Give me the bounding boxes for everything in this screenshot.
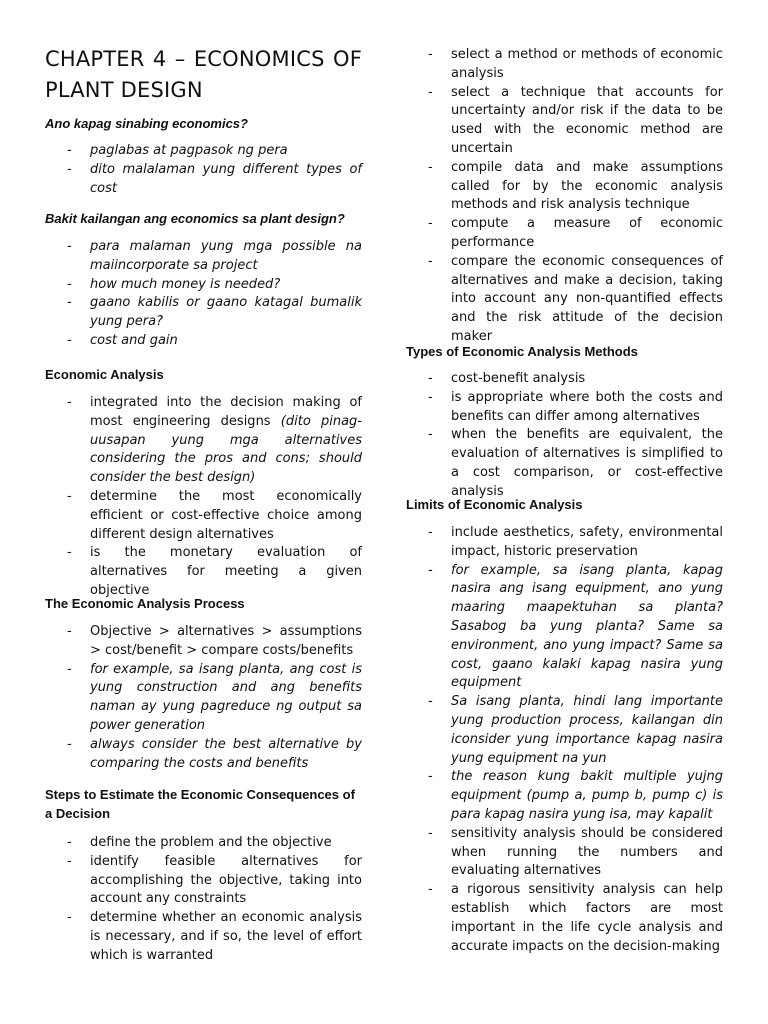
question-heading: Ano kapag sinabing economics? bbox=[45, 116, 248, 131]
list-item: - compile data and make assumptions called for by the economic analysis methods and risk analysis technique bbox=[406, 159, 723, 215]
section-heading: Limits of Economic Analysis bbox=[406, 497, 583, 512]
list-item: - is the monetary evaluation of alternatives for meeting a given objective bbox=[45, 544, 362, 600]
question-heading: Bakit kailangan ang economics sa plant design? bbox=[45, 211, 345, 226]
list-item: - include aesthetics, safety, environmental impact, historic preservation bbox=[406, 524, 723, 562]
section-analysis-process bbox=[45, 594, 362, 773]
section-heading: Steps to Estimate the Economic Consequences of a Decision bbox=[45, 787, 355, 821]
title-word: 4 bbox=[152, 47, 167, 71]
list-item: - determine whether an economic analysis is necessary, and if so, the level of effort which is warranted bbox=[45, 909, 362, 965]
section-economic-analysis bbox=[45, 365, 362, 601]
section-heading: The Economic Analysis Process bbox=[45, 596, 245, 611]
item-note: (dito pinag-uusapan yung mga alternatives considering the pros and cons; should consider the best design) bbox=[90, 413, 362, 486]
list-item: - always consider the best alternative by comparing the costs and benefits bbox=[45, 736, 362, 774]
section-steps bbox=[45, 785, 362, 966]
list-item: - determine the most economically efficient or cost-effective choice among different design alternatives bbox=[45, 488, 362, 544]
list-item: - the reason kung bakit multiple yujng equipment (pump a, pump b, pump c) is para kapag nasira yung isa, may kapalit bbox=[406, 768, 723, 824]
list-item: - Objective > alternatives > assumptions > cost/benefit > compare costs/benefits bbox=[45, 623, 362, 661]
list-item: - para malaman yung mga possible na maiincorporate sa project bbox=[45, 238, 362, 276]
list-item: - is appropriate where both the costs and benefits can differ among alternatives bbox=[406, 389, 723, 427]
bullet-list bbox=[406, 370, 723, 502]
section-steps-continued bbox=[406, 46, 723, 347]
list-item: - for example, sa isang planta, kapag nasira ang isang equipment, ano yung maaring maapektuhan sa planta? Sasabog ba yung planta? Same sa environment, ano yung impact? Same sa cost, gaano kalaki kapag nasira yung equipment bbox=[406, 562, 723, 694]
title-word: – bbox=[174, 47, 186, 71]
list-item: - for example, sa isang planta, ang cost is yung construction and ang benefits naman ay yung pagreduce ng output sa power generation bbox=[45, 661, 362, 736]
list-item: - dito malalaman yung different types of cost bbox=[45, 161, 362, 199]
list-item: - gaano kabilis or gaano katagal bumalik yung pera? bbox=[45, 294, 362, 332]
section-heading: Types of Economic Analysis Methods bbox=[406, 344, 638, 359]
list-item: - select a technique that accounts for uncertainty and/or risk if the data to be used with the economic method are uncertain bbox=[406, 84, 723, 159]
title-word: ECONOMICS bbox=[193, 47, 325, 71]
list-item: - cost and gain bbox=[45, 332, 362, 351]
list-item: - define the problem and the objective bbox=[45, 834, 362, 853]
section-limits bbox=[406, 495, 723, 956]
bullet-list bbox=[45, 238, 362, 351]
list-item: - compare the economic consequences of alternatives and make a decision, taking into account any non-quantified effects and the risk attitude of the decision maker bbox=[406, 253, 723, 347]
title-word: CHAPTER bbox=[45, 47, 145, 71]
chapter-title bbox=[45, 44, 362, 106]
list-item: - compute a measure of economic performance bbox=[406, 215, 723, 253]
bullet-list bbox=[45, 834, 362, 966]
bullet-list bbox=[45, 394, 362, 601]
section-types-methods bbox=[406, 342, 723, 502]
list-item bbox=[45, 394, 362, 488]
list-item: - identify feasible alternatives for accomplishing the objective, taking into account any constraints bbox=[45, 853, 362, 909]
bullet-list bbox=[406, 524, 723, 956]
list-item: - cost-benefit analysis bbox=[406, 370, 723, 389]
list-item: - select a method or methods of economic analysis bbox=[406, 46, 723, 84]
list-item: - sensitivity analysis should be considered when running the numbers and evaluating alternatives bbox=[406, 825, 723, 881]
section-why-economics bbox=[45, 209, 362, 351]
list-item: - how much money is needed? bbox=[45, 276, 362, 295]
bullet-list bbox=[45, 142, 362, 198]
list-item: - a rigorous sensitivity analysis can help establish which factors are most important in the life cycle analysis and accurate impacts on the decision-making bbox=[406, 881, 723, 956]
list-item: - when the benefits are equivalent, the evaluation of alternatives is simplified to a cost comparison, or cost-effective analysis bbox=[406, 426, 723, 501]
section-what-is-economics bbox=[45, 114, 362, 198]
list-item: - Sa isang planta, hindi lang importante yung production process, kailangan din iconsider yung importance kapag nasira yung equipment na yun bbox=[406, 693, 723, 768]
chapter-title-line2: PLANT DESIGN bbox=[45, 78, 203, 102]
chapter-title-line1 bbox=[45, 44, 362, 75]
bullet-list bbox=[406, 46, 723, 347]
title-word: OF bbox=[332, 47, 362, 71]
bullet-list bbox=[45, 623, 362, 773]
section-heading: Economic Analysis bbox=[45, 367, 164, 382]
item-text: integrated into the decision making of most engineering designs bbox=[90, 395, 362, 429]
list-item: - paglabas at pagpasok ng pera bbox=[45, 142, 362, 161]
